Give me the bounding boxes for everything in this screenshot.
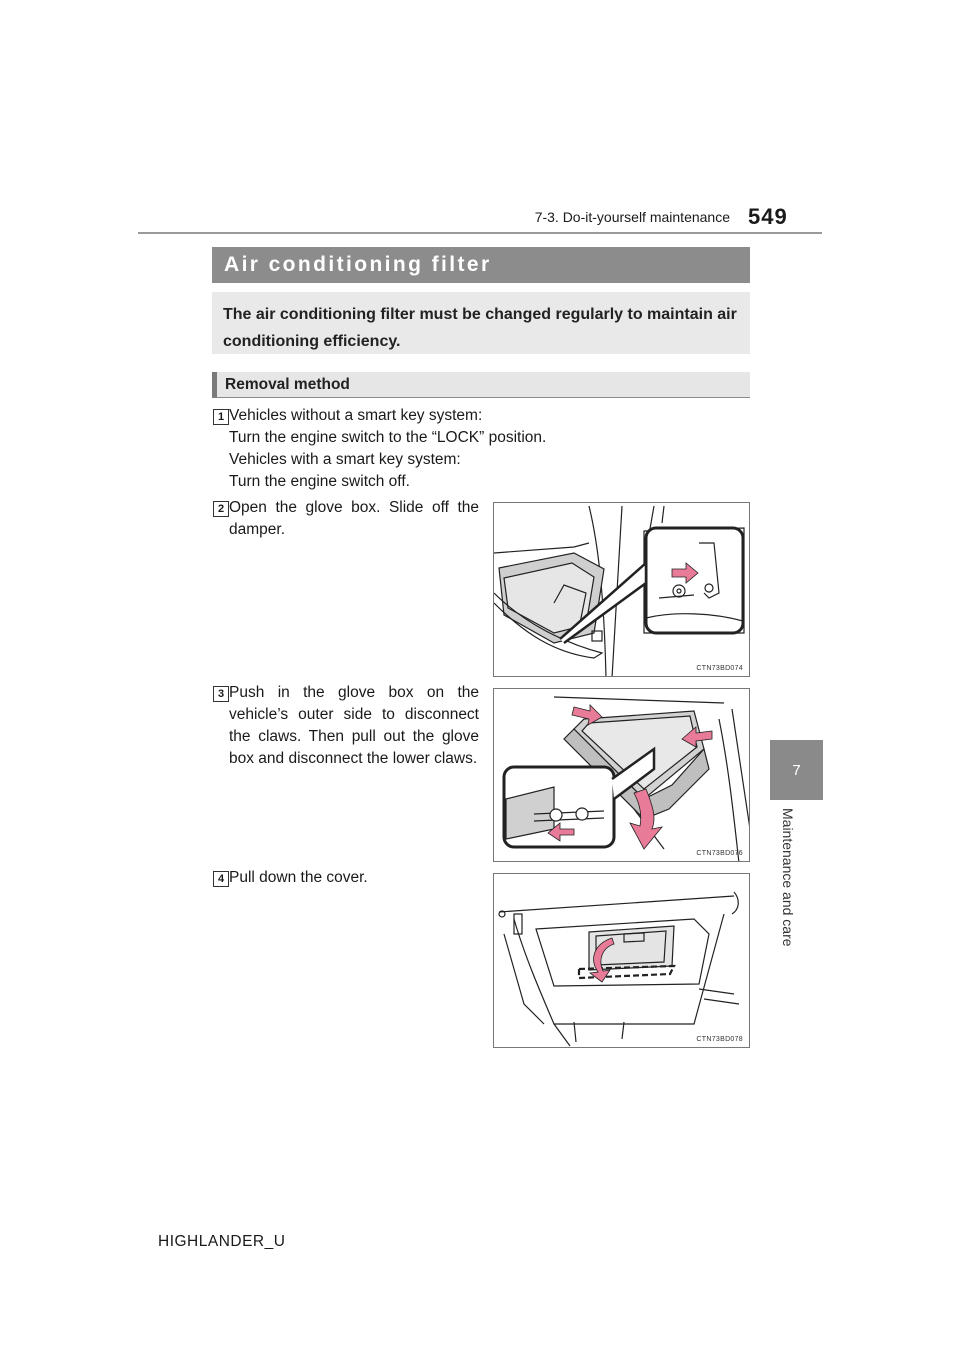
- step-number-3: 3: [213, 686, 229, 702]
- step-1-line: Turn the engine switch off.: [229, 473, 410, 490]
- page-number: 549: [748, 204, 788, 229]
- step-1-line: Vehicles without a smart key system:: [229, 407, 483, 424]
- subsection-heading: [212, 372, 750, 398]
- step-1-line: Turn the engine switch to the “LOCK” position.: [229, 429, 547, 446]
- glove-box-damper-illustration: [494, 503, 750, 677]
- subsection-title: Removal method: [225, 376, 350, 393]
- figure-cover: [493, 873, 750, 1048]
- chapter-title-text: Maintenance and care: [780, 808, 796, 947]
- step-number-1: 1: [213, 409, 229, 425]
- step-1-line: Vehicles with a smart key system:: [229, 451, 461, 468]
- step-4-text: Pull down the cover.: [229, 869, 368, 886]
- step-2-text: Open the glove box. Slide off the damper.: [229, 499, 479, 538]
- intro-box: [212, 292, 750, 354]
- step-number-4: 4: [213, 871, 229, 887]
- step-1-text: [229, 405, 749, 493]
- header-rule: [138, 232, 822, 234]
- figure-code: CTN73BD078: [696, 1036, 743, 1043]
- chapter-number: 7: [792, 761, 801, 779]
- chapter-title: [772, 808, 796, 960]
- step-number-2: 2: [213, 501, 229, 517]
- chapter-tab[interactable]: [770, 740, 823, 800]
- figure-glove-box-claws: [493, 688, 750, 862]
- footer-model: HIGHLANDER_U: [158, 1233, 286, 1250]
- header-section-title: 7-3. Do-it-yourself maintenance: [534, 209, 730, 225]
- cover-illustration: [494, 874, 750, 1048]
- intro-text: The air conditioning filter must be changed regularly to maintain air conditioning efficiency.: [223, 306, 737, 350]
- section-title: Air conditioning filter: [224, 253, 492, 276]
- figure-glove-box-damper: [493, 502, 750, 677]
- figure-code: CTN73BD074: [696, 665, 743, 672]
- glove-box-claws-illustration: [494, 689, 750, 862]
- figure-code: CTN73BD076: [696, 850, 743, 857]
- section-title-bar: [212, 247, 750, 283]
- step-3-text: Push in the glove box on the vehicle’s outer side to disconnect the claws. Then pull out the glove box and disconnect the lower claws.: [229, 684, 479, 767]
